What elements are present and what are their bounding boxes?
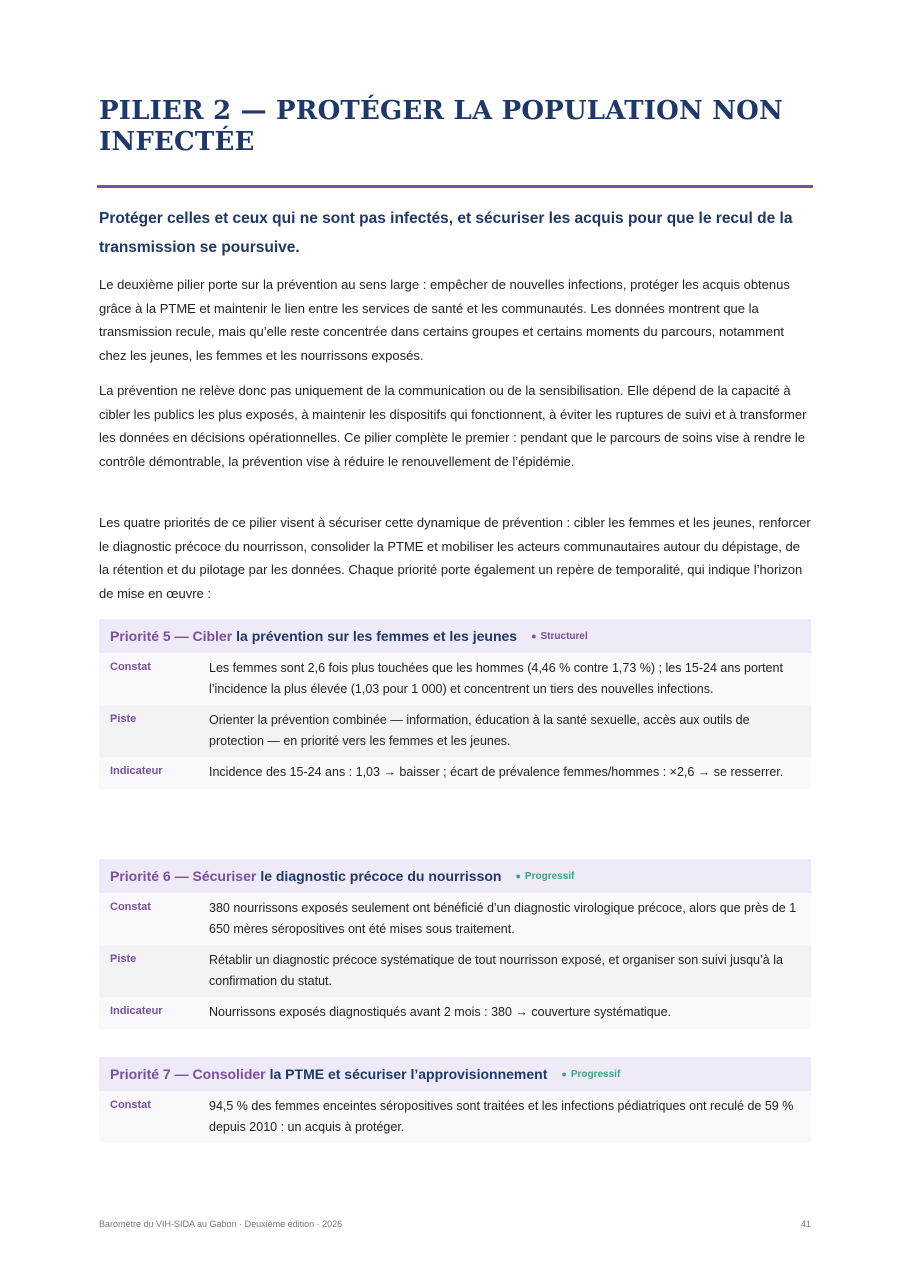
priority-header — [99, 1057, 811, 1091]
priority-verb: Cibler — [192, 628, 233, 644]
intro-paragraph-2: La prévention ne relève donc pas uniquement de la communication ou de la sensibilisation. Elle dépend de la capacité à cibler les publics les plus exposés, à maintenir les dispositifs qui fonctionnent, à éviter les ruptures de suivi et à transformer les données en décisions opérationnelles. Ce pilier complète le premier : pendant que le parcours de soins vise à rendre le contrôle démontrable, la prévention vise à réduire le renouvellement de l’épidémie. — [99, 383, 807, 469]
priority-title: le diagnostic précoce du nourrisson — [260, 868, 502, 884]
priority-title: la prévention sur les femmes et les jeunes — [236, 628, 518, 644]
section-subtitle: Protéger celles et ceux qui ne sont pas infectés, et sécuriser les acquis pour que le recul de la transmission se poursuive. — [99, 210, 793, 256]
bullet-dot-icon: ● — [561, 1069, 567, 1079]
page-title: PILIER 2 — PROTÉGER LA POPULATION NON INFECTÉE — [99, 96, 783, 157]
row-label: Constat — [110, 901, 151, 913]
priority-number: Priorité 7 — — [110, 1066, 189, 1082]
row-text: Nourrissons exposés diagnostiqués avant 2 mois : 380 → couverture systématique. — [209, 1005, 672, 1019]
table-row — [99, 945, 811, 997]
row-text: 380 nourrissons exposés seulement ont bénéficié d’un diagnostic virologique précoce, alors que près de 1 650 mères séropositives ont été mises sous traitement. — [209, 901, 797, 936]
priority-verb: Consolider — [192, 1066, 266, 1082]
title-divider — [97, 185, 813, 188]
temporality-label: Progressif — [524, 870, 575, 882]
table-row — [99, 1091, 811, 1143]
table-row — [99, 705, 811, 757]
table-row — [99, 757, 811, 789]
bullet-dot-icon: ● — [515, 871, 521, 881]
row-text: Orienter la prévention combinée — information, éducation à la santé sexuelle, accès aux outils de protection — en priorité vers les femmes et les jeunes. — [209, 713, 750, 748]
temporality-badge — [515, 871, 574, 882]
intro-paragraph-3: Les quatre priorités de ce pilier visent à sécuriser cette dynamique de prévention : cibler les femmes et les jeunes, renforcer le diagnostic précoce du nourrisson, consolider la PTME et mobiliser les acteurs communautaires autour du dépistage, de la rétention et du pilotage par les données. Chaque priorité porte également un repère de temporalité, qui indique l’horizon de mise en œuvre : — [99, 515, 811, 601]
priority-verb: Sécuriser — [192, 868, 257, 884]
temporality-badge — [561, 1069, 620, 1080]
row-text: 94,5 % des femmes enceintes séropositives sont traitées et les infections pédiatriques ont reculé de 59 % depuis 2010 : un acquis à protéger. — [209, 1099, 794, 1134]
priority-number: Priorité 6 — — [110, 868, 189, 884]
table-row — [99, 997, 811, 1029]
page-number: 41 — [800, 1219, 811, 1229]
priority-header — [99, 619, 811, 653]
row-label: Piste — [110, 953, 137, 965]
priority-header — [99, 859, 811, 893]
row-label: Piste — [110, 713, 137, 725]
priority-number: Priorité 5 — — [110, 628, 189, 644]
row-label: Constat — [110, 661, 151, 673]
row-label: Indicateur — [110, 765, 163, 777]
row-text: Rétablir un diagnostic précoce systématique de tout nourrisson exposé, et organiser son suivi jusqu’à la confirmation du statut. — [209, 953, 783, 988]
row-label: Constat — [110, 1099, 151, 1111]
footer-publication: Baromètre du VIH-SIDA au Gabon · Deuxième édition · 2026 — [99, 1219, 343, 1229]
priority-title: la PTME et sécuriser l’approvisionnement — [269, 1066, 548, 1082]
temporality-label: Progressif — [570, 1068, 621, 1080]
row-text: Les femmes sont 2,6 fois plus touchées que les hommes (4,46 % contre 1,73 %) ; les 15-24 ans portent l’incidence la plus élevée (1,03 pour 1 000) et concentrent un tiers des nouvelles infections. — [209, 661, 783, 696]
table-row — [99, 893, 811, 945]
priority-card-6 — [99, 859, 811, 1029]
row-label: Indicateur — [110, 1005, 163, 1017]
table-row — [99, 653, 811, 705]
temporality-label: Structurel — [540, 630, 588, 642]
priority-card-5 — [99, 619, 811, 789]
temporality-badge — [531, 631, 588, 642]
bullet-dot-icon: ● — [531, 631, 537, 641]
priority-card-7 — [99, 1057, 811, 1143]
row-text: Incidence des 15-24 ans : 1,03 → baisser ; écart de prévalence femmes/hommes : ×2,6 → se resserrer. — [209, 765, 784, 779]
intro-paragraph-1: Le deuxième pilier porte sur la prévention au sens large : empêcher de nouvelles infections, protéger les acquis obtenus grâce à la PTME et maintenir le lien entre les services de santé et les communautés. Les données montrent que la transmission recule, mais qu’elle reste concentrée dans certains groupes et certains moments du parcours, notamment chez les jeunes, les femmes et les nourrissons exposés. — [99, 277, 790, 363]
